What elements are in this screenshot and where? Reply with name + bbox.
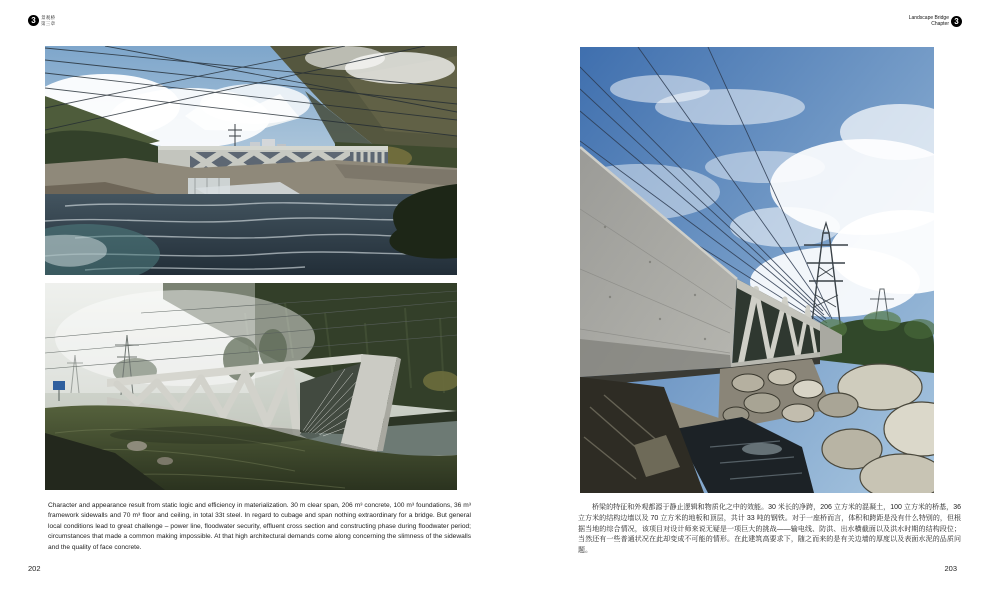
chapter-title-cn: 景观桥 [41, 15, 56, 20]
page-number-left: 202 [28, 564, 41, 573]
chapter-mark-right [909, 15, 962, 27]
photo-concrete-bridge-meadow [45, 283, 457, 490]
chapter-subtitle-cn: 第三章 [41, 20, 56, 26]
concrete-bridge-meadow-illustration [45, 283, 457, 490]
chapter-label-en: Chapter [931, 21, 949, 27]
chapter-number-badge-right: 3 [951, 16, 962, 27]
photo-bridge-underside-sky [580, 47, 934, 493]
page-number-right: 203 [944, 564, 957, 573]
chapter-mark-left [28, 15, 55, 26]
bridge-underside-illustration [580, 47, 934, 493]
book-title-en: Landscape Bridge [908, 15, 949, 21]
chapter-mark-left-text [41, 15, 55, 26]
photo-truss-bridge-river [45, 46, 457, 275]
right-page-caption: 桥梁的特征和外观都源于静止逻辑和物质化之中的效能。30 米长的净跨，206 立方米的混凝土，100 立方米的桥基，36 立方米的结构边墙以及 70 立方米的地板和顶层，共计 33 吨的钢铁。对于一座桥而言，体积和跨距是没有什么特别的，但根据当地的综合情况，该项目对设计师来说无疑是一项巨大的挑战——输电线、防洪、出水横截面以及洪水时期的结构段位；当然还有一些普通状况在此却变成不可能的情形。在此建筑高要求下，随之而来的是有关边墙的厚度以及表面水泥的品质问题。 [578, 504, 961, 555]
truss-bridge-river-illustration [45, 46, 457, 275]
left-page-caption: Character and appearance result from static logic and efficiency in materialization. 30 m clear span, 206 m³ concrete, 100 m³ foundations, 36 m³ framework sidewalls and 70 m³ floor and ceiling, in total 33t steel. In regard to cubage and span nothing extraordinary for a bridge. But general local conditions lead to great challenge – power line, floodwater security, effluent cross section and constructing phase during floodwater period; circumstances that made a common making impossible. At that high architectural demands come along concerning the slimness of the sidewalls and the quality of face concrete. [48, 501, 471, 551]
chapter-number-badge: 3 [28, 15, 39, 26]
chapter-mark-right-text [909, 15, 949, 27]
